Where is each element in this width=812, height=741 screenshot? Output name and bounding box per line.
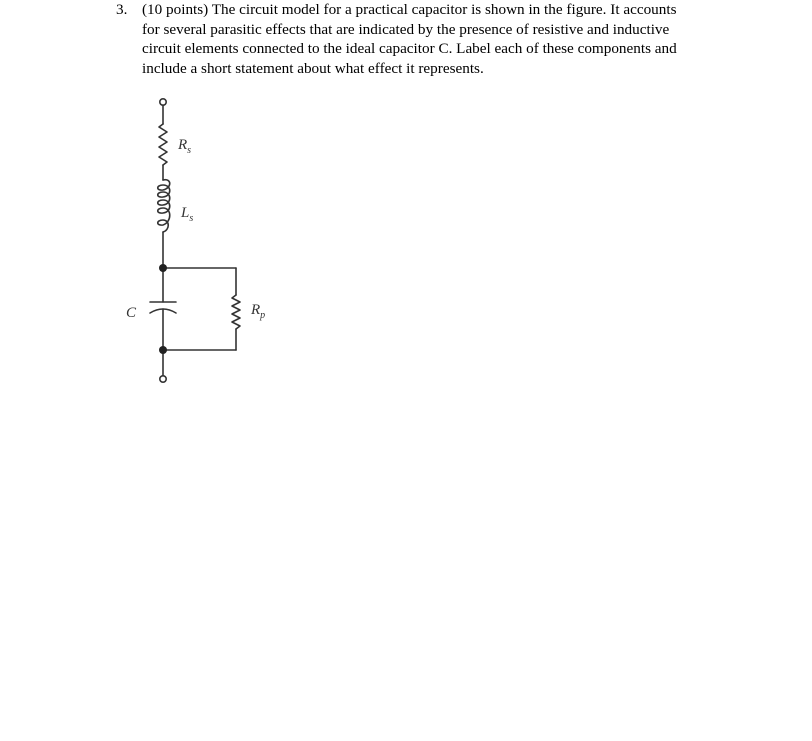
question-line-2: for several parasitic effects that are indicated by the presence of resistive and inductive (142, 20, 670, 38)
label-c: C (126, 305, 137, 321)
question-line-4: include a short statement about what effect it represents. (142, 59, 484, 77)
label-rp: $R_p$ (251, 302, 266, 321)
inductor-ls (158, 180, 170, 232)
bottom-terminal (160, 376, 166, 382)
resistor-rp (232, 295, 240, 329)
junction-node-top (159, 264, 167, 272)
junction-node-bottom (159, 346, 167, 354)
question-line-3: circuit elements connected to the ideal capacitor C. Label each of these components and (142, 40, 677, 58)
label-rs: $R_s$ (178, 137, 192, 156)
question-number: 3. (116, 1, 128, 18)
question-line-1: (10 points) The circuit model for a practical capacitor is shown in the figure. It accounts (142, 1, 677, 18)
label-ls: $L_s$ (181, 205, 194, 224)
resistor-rs (159, 124, 167, 165)
